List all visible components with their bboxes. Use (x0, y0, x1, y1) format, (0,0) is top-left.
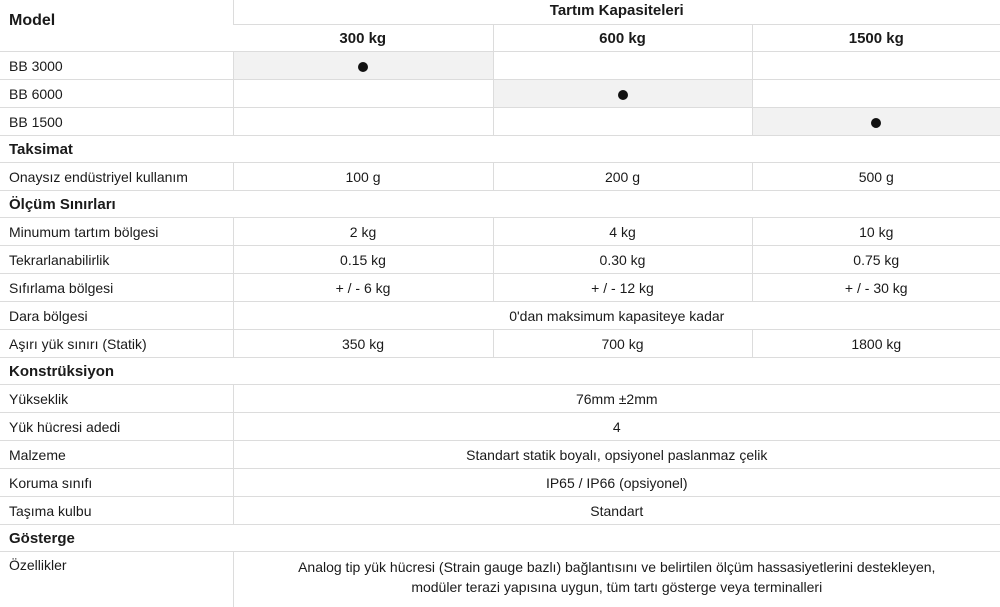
section-title-konstruksiyon: Konstrüksiyon (0, 358, 1000, 385)
selected-dot-icon (871, 118, 881, 128)
section-row (0, 358, 1000, 385)
capacity-header-600: 600 kg (493, 25, 752, 52)
spec-label: Onaysız endüstriyel kullanım (0, 163, 233, 191)
spec-value-merged (233, 552, 1000, 607)
spec-value: 350 kg (233, 330, 493, 358)
spec-row (0, 274, 1000, 302)
spec-label: Malzeme (0, 441, 233, 469)
section-title-olcum: Ölçüm Sınırları (0, 191, 1000, 218)
section-row (0, 525, 1000, 552)
spec-value: 0.75 kg (752, 246, 1000, 274)
spec-row (0, 552, 1000, 607)
spec-row (0, 385, 1000, 413)
capacities-title: Tartım Kapasiteleri (233, 0, 1000, 25)
model-name: BB 3000 (0, 52, 233, 80)
spec-label: Minumum tartım bölgesi (0, 218, 233, 246)
capacity-cell (233, 108, 493, 136)
section-row (0, 136, 1000, 163)
spec-value: + / - 30 kg (752, 274, 1000, 302)
spec-value: 0.30 kg (493, 246, 752, 274)
capacity-cell (752, 108, 1000, 136)
capacity-cell (493, 52, 752, 80)
spec-label: Tekrarlanabilirlik (0, 246, 233, 274)
model-row (0, 80, 1000, 108)
spec-value-line: modüler terazi yapısına uygun, tüm tartı gösterge veya terminalleri (234, 577, 1000, 597)
spec-label: Taşıma kulbu (0, 497, 233, 525)
capacity-cell (752, 52, 1000, 80)
spec-label: Yük hücresi adedi (0, 413, 233, 441)
spec-value-line: Analog tip yük hücresi (Strain gauge bazlı) bağlantısını ve belirtilen ölçüm hassasiyetlerini destekleyen, (234, 557, 1000, 577)
spec-value-merged: Standart statik boyalı, opsiyonel paslanmaz çelik (233, 441, 1000, 469)
section-title-gosterge: Gösterge (0, 525, 1000, 552)
spec-row (0, 497, 1000, 525)
spec-label: Koruma sınıfı (0, 469, 233, 497)
capacity-cell (752, 80, 1000, 108)
spec-value: 100 g (233, 163, 493, 191)
capacity-cell (233, 52, 493, 80)
spec-value: 10 kg (752, 218, 1000, 246)
spec-value: 4 kg (493, 218, 752, 246)
selected-dot-icon (618, 90, 628, 100)
section-row (0, 191, 1000, 218)
spec-value: 700 kg (493, 330, 752, 358)
spec-value-merged: Standart (233, 497, 1000, 525)
spec-value: 2 kg (233, 218, 493, 246)
model-name: BB 6000 (0, 80, 233, 108)
spec-value: + / - 12 kg (493, 274, 752, 302)
spec-row (0, 441, 1000, 469)
selected-dot-icon (358, 62, 368, 72)
model-column-header: Model (0, 0, 233, 52)
spec-row (0, 163, 1000, 191)
spec-value: 0.15 kg (233, 246, 493, 274)
capacity-header-300: 300 kg (233, 25, 493, 52)
model-row (0, 52, 1000, 80)
spec-row (0, 302, 1000, 330)
spec-label: Aşırı yük sınırı (Statik) (0, 330, 233, 358)
spec-label: Dara bölgesi (0, 302, 233, 330)
spec-value-merged: 76mm ±2mm (233, 385, 1000, 413)
spec-row (0, 246, 1000, 274)
spec-label: Yükseklik (0, 385, 233, 413)
spec-value-merged: 4 (233, 413, 1000, 441)
capacity-header-1500: 1500 kg (752, 25, 1000, 52)
spec-value: 500 g (752, 163, 1000, 191)
capacity-cell (233, 80, 493, 108)
spec-value: + / - 6 kg (233, 274, 493, 302)
spec-value-merged: IP65 / IP66 (opsiyonel) (233, 469, 1000, 497)
spec-row (0, 218, 1000, 246)
spec-row (0, 330, 1000, 358)
section-title-taksimat: Taksimat (0, 136, 1000, 163)
header-row-1 (0, 0, 1000, 25)
spec-row (0, 469, 1000, 497)
capacity-cell (493, 108, 752, 136)
model-row (0, 108, 1000, 136)
model-name: BB 1500 (0, 108, 233, 136)
spec-label: Özellikler (0, 552, 233, 607)
capacity-cell (493, 80, 752, 108)
spec-row (0, 413, 1000, 441)
spec-label: Sıfırlama bölgesi (0, 274, 233, 302)
spec-value: 1800 kg (752, 330, 1000, 358)
spec-value-merged: 0'dan maksimum kapasiteye kadar (233, 302, 1000, 330)
spec-value: 200 g (493, 163, 752, 191)
